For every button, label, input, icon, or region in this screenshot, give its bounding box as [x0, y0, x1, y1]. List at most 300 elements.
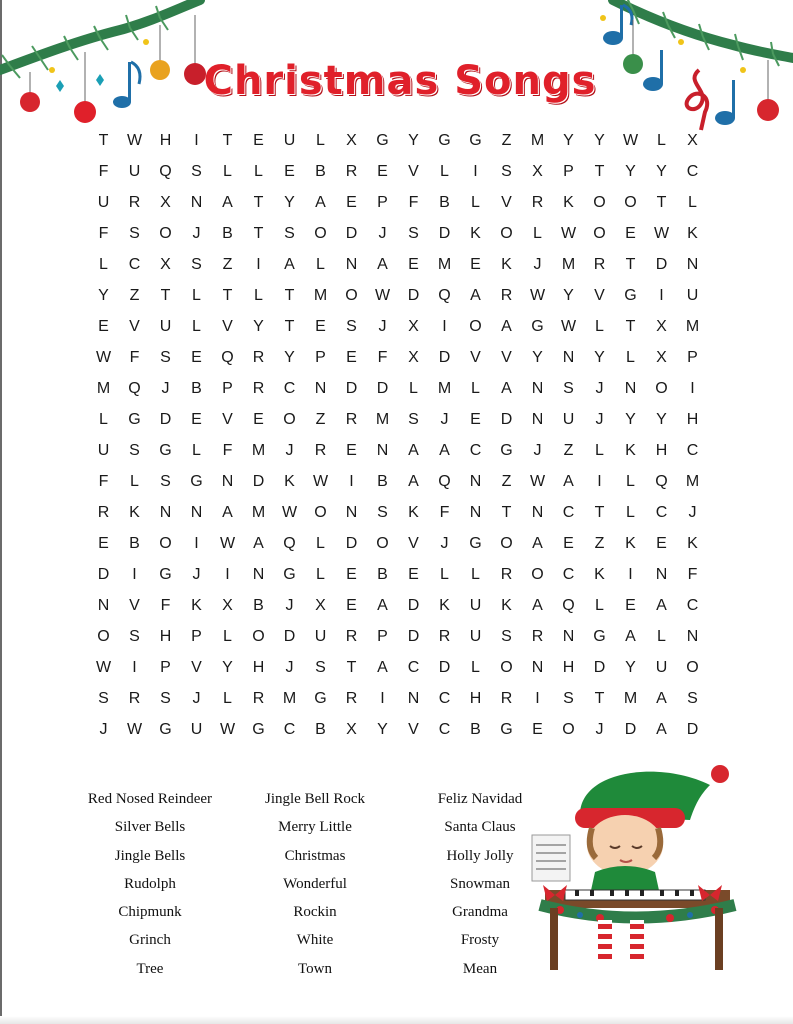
grid-letter[interactable]: B — [315, 163, 326, 180]
grid-letter[interactable]: Z — [222, 256, 233, 273]
grid-letter[interactable]: L — [192, 442, 201, 459]
grid-letter[interactable]: D — [438, 659, 451, 676]
grid-letter[interactable]: E — [470, 411, 481, 428]
grid-letter[interactable]: J — [378, 318, 387, 335]
grid-letter[interactable]: W — [560, 318, 577, 335]
grid-letter[interactable]: C — [686, 163, 699, 180]
grid-letter[interactable]: J — [595, 721, 604, 738]
grid-letter[interactable]: M — [561, 256, 576, 273]
grid-letter[interactable]: Z — [594, 535, 605, 552]
grid-letter[interactable]: C — [562, 504, 575, 521]
grid-letter[interactable]: W — [312, 473, 329, 490]
grid-letter[interactable]: G — [283, 566, 296, 583]
grid-letter[interactable]: N — [159, 504, 172, 521]
grid-letter[interactable]: Q — [438, 473, 451, 490]
grid-letter[interactable]: J — [285, 597, 294, 614]
grid-letter[interactable]: L — [316, 535, 325, 552]
grid-letter[interactable]: U — [190, 721, 203, 738]
grid-letter[interactable]: H — [469, 690, 482, 707]
grid-letter[interactable]: V — [129, 597, 140, 614]
grid-letter[interactable]: L — [316, 566, 325, 583]
grid-letter[interactable]: G — [128, 411, 141, 428]
grid-letter[interactable]: B — [377, 473, 388, 490]
grid-letter[interactable]: R — [252, 380, 265, 397]
grid-letter[interactable]: I — [380, 690, 385, 707]
grid-letter[interactable]: I — [659, 287, 664, 304]
grid-letter[interactable]: B — [439, 194, 450, 211]
grid-letter[interactable]: L — [471, 380, 480, 397]
grid-letter[interactable]: S — [408, 411, 419, 428]
grid-letter[interactable]: M — [251, 442, 266, 459]
grid-letter[interactable]: N — [221, 473, 234, 490]
grid-letter[interactable]: S — [315, 659, 326, 676]
grid-letter[interactable]: B — [253, 597, 264, 614]
grid-letter[interactable]: S — [98, 690, 109, 707]
grid-letter[interactable]: W — [126, 721, 143, 738]
grid-letter[interactable]: K — [501, 597, 512, 614]
grid-letter[interactable]: I — [442, 318, 447, 335]
grid-letter[interactable]: G — [469, 535, 482, 552]
grid-letter[interactable]: K — [625, 535, 636, 552]
grid-letter[interactable]: U — [97, 194, 110, 211]
grid-letter[interactable]: Q — [438, 287, 451, 304]
grid-letter[interactable]: N — [376, 442, 389, 459]
grid-letter[interactable]: X — [346, 721, 357, 738]
grid-letter[interactable]: N — [314, 380, 327, 397]
grid-letter[interactable]: E — [346, 442, 357, 459]
grid-letter[interactable]: N — [531, 659, 544, 676]
grid-letter[interactable]: Y — [563, 287, 574, 304]
grid-letter[interactable]: R — [252, 349, 265, 366]
grid-letter[interactable]: J — [533, 256, 542, 273]
grid-letter[interactable]: Z — [501, 132, 512, 149]
grid-letter[interactable]: U — [97, 442, 110, 459]
grid-letter[interactable]: L — [471, 566, 480, 583]
grid-letter[interactable]: H — [686, 411, 699, 428]
grid-letter[interactable]: O — [376, 535, 389, 552]
grid-letter[interactable]: S — [129, 442, 140, 459]
grid-letter[interactable]: G — [500, 442, 513, 459]
grid-letter[interactable]: A — [222, 504, 233, 521]
grid-letter[interactable]: V — [501, 349, 512, 366]
grid-letter[interactable]: P — [160, 659, 171, 676]
grid-letter[interactable]: F — [377, 349, 388, 366]
grid-letter[interactable]: M — [437, 256, 452, 273]
grid-letter[interactable]: I — [349, 473, 354, 490]
grid-letter[interactable]: U — [655, 659, 668, 676]
grid-letter[interactable]: K — [594, 566, 605, 583]
grid-letter[interactable]: I — [194, 132, 199, 149]
grid-letter[interactable]: G — [159, 442, 172, 459]
grid-letter[interactable]: Y — [625, 659, 636, 676]
grid-letter[interactable]: V — [222, 411, 233, 428]
grid-letter[interactable]: D — [97, 566, 110, 583]
grid-letter[interactable]: U — [283, 132, 296, 149]
grid-letter[interactable]: J — [440, 535, 449, 552]
grid-letter[interactable]: K — [563, 194, 574, 211]
grid-letter[interactable]: Q — [159, 163, 172, 180]
grid-letter[interactable]: H — [252, 659, 265, 676]
grid-letter[interactable]: V — [408, 535, 419, 552]
grid-letter[interactable]: M — [251, 504, 266, 521]
grid-letter[interactable]: X — [656, 318, 667, 335]
grid-letter[interactable]: G — [376, 132, 389, 149]
grid-letter[interactable]: V — [408, 721, 419, 738]
grid-letter[interactable]: U — [159, 318, 172, 335]
grid-letter[interactable]: X — [346, 132, 357, 149]
grid-letter[interactable]: S — [501, 163, 512, 180]
grid-letter[interactable]: H — [562, 659, 575, 676]
grid-letter[interactable]: D — [345, 225, 358, 242]
grid-letter[interactable]: E — [470, 256, 481, 273]
grid-letter[interactable]: Y — [98, 287, 109, 304]
grid-letter[interactable]: A — [284, 256, 295, 273]
grid-letter[interactable]: T — [625, 256, 636, 273]
grid-letter[interactable]: D — [438, 225, 451, 242]
grid-letter[interactable]: O — [593, 194, 606, 211]
grid-letter[interactable]: T — [284, 318, 295, 335]
grid-letter[interactable]: A — [656, 597, 667, 614]
grid-letter[interactable]: C — [469, 442, 482, 459]
grid-letter[interactable]: T — [284, 287, 295, 304]
grid-letter[interactable]: N — [407, 690, 420, 707]
grid-letter[interactable]: W — [95, 349, 112, 366]
grid-letter[interactable]: K — [501, 256, 512, 273]
grid-letter[interactable]: A — [501, 318, 512, 335]
grid-letter[interactable]: O — [500, 225, 513, 242]
grid-letter[interactable]: B — [129, 535, 140, 552]
grid-letter[interactable]: Y — [532, 349, 543, 366]
grid-letter[interactable]: S — [408, 225, 419, 242]
grid-letter[interactable]: R — [500, 690, 513, 707]
grid-letter[interactable]: E — [253, 132, 264, 149]
grid-letter[interactable]: L — [130, 473, 139, 490]
grid-letter[interactable]: G — [314, 690, 327, 707]
grid-letter[interactable]: O — [531, 566, 544, 583]
grid-letter[interactable]: N — [686, 256, 699, 273]
grid-letter[interactable]: F — [408, 194, 419, 211]
grid-letter[interactable]: R — [531, 628, 544, 645]
grid-letter[interactable]: O — [655, 380, 668, 397]
grid-letter[interactable]: U — [469, 628, 482, 645]
grid-letter[interactable]: E — [408, 566, 419, 583]
grid-letter[interactable]: D — [624, 721, 637, 738]
grid-letter[interactable]: L — [688, 194, 697, 211]
grid-letter[interactable]: T — [594, 690, 605, 707]
grid-letter[interactable]: V — [501, 194, 512, 211]
grid-letter[interactable]: N — [190, 504, 203, 521]
grid-letter[interactable]: D — [438, 349, 451, 366]
grid-letter[interactable]: L — [533, 225, 542, 242]
grid-letter[interactable]: V — [408, 163, 419, 180]
grid-letter[interactable]: S — [129, 628, 140, 645]
grid-letter[interactable]: O — [500, 535, 513, 552]
grid-letter[interactable]: L — [471, 659, 480, 676]
grid-letter[interactable]: A — [532, 597, 543, 614]
grid-letter[interactable]: C — [438, 690, 451, 707]
grid-letter[interactable]: M — [375, 411, 390, 428]
grid-letter[interactable]: M — [282, 690, 297, 707]
grid-letter[interactable]: S — [191, 256, 202, 273]
grid-letter[interactable]: B — [222, 225, 233, 242]
grid-letter[interactable]: P — [222, 380, 233, 397]
grid-letter[interactable]: G — [469, 132, 482, 149]
grid-letter[interactable]: H — [159, 628, 172, 645]
grid-letter[interactable]: F — [439, 504, 450, 521]
grid-letter[interactable]: A — [625, 628, 636, 645]
grid-letter[interactable]: G — [531, 318, 544, 335]
grid-letter[interactable]: R — [345, 411, 358, 428]
grid-letter[interactable]: U — [469, 597, 482, 614]
grid-letter[interactable]: B — [315, 721, 326, 738]
grid-letter[interactable]: E — [191, 411, 202, 428]
grid-letter[interactable]: J — [99, 721, 108, 738]
grid-letter[interactable]: X — [408, 349, 419, 366]
grid-letter[interactable]: J — [533, 442, 542, 459]
grid-letter[interactable]: L — [471, 194, 480, 211]
grid-letter[interactable]: S — [346, 318, 357, 335]
grid-letter[interactable]: O — [252, 628, 265, 645]
grid-letter[interactable]: J — [378, 225, 387, 242]
grid-letter[interactable]: K — [284, 473, 295, 490]
grid-letter[interactable]: T — [253, 225, 264, 242]
grid-letter[interactable]: W — [529, 287, 546, 304]
grid-letter[interactable]: Y — [625, 163, 636, 180]
grid-letter[interactable]: U — [314, 628, 327, 645]
grid-letter[interactable]: R — [345, 628, 358, 645]
grid-letter[interactable]: M — [685, 473, 700, 490]
grid-letter[interactable]: Y — [594, 132, 605, 149]
grid-letter[interactable]: C — [686, 597, 699, 614]
grid-letter[interactable]: M — [313, 287, 328, 304]
grid-letter[interactable]: W — [622, 132, 639, 149]
grid-letter[interactable]: K — [191, 597, 202, 614]
grid-letter[interactable]: E — [191, 349, 202, 366]
grid-letter[interactable]: M — [96, 380, 111, 397]
grid-letter[interactable]: O — [686, 659, 699, 676]
grid-letter[interactable]: J — [595, 411, 604, 428]
grid-letter[interactable]: E — [346, 566, 357, 583]
grid-letter[interactable]: R — [128, 194, 141, 211]
grid-letter[interactable]: V — [594, 287, 605, 304]
grid-letter[interactable]: A — [377, 659, 388, 676]
grid-letter[interactable]: L — [595, 442, 604, 459]
grid-letter[interactable]: R — [531, 194, 544, 211]
grid-letter[interactable]: J — [688, 504, 697, 521]
grid-letter[interactable]: W — [560, 225, 577, 242]
grid-letter[interactable]: T — [656, 194, 667, 211]
grid-letter[interactable]: Q — [221, 349, 234, 366]
grid-letter[interactable]: L — [626, 504, 635, 521]
grid-letter[interactable]: L — [223, 628, 232, 645]
grid-letter[interactable]: N — [531, 504, 544, 521]
grid-letter[interactable]: I — [690, 380, 695, 397]
grid-letter[interactable]: E — [98, 318, 109, 335]
grid-letter[interactable]: W — [95, 659, 112, 676]
grid-letter[interactable]: L — [440, 566, 449, 583]
grid-letter[interactable]: L — [223, 163, 232, 180]
grid-letter[interactable]: V — [222, 318, 233, 335]
grid-letter[interactable]: G — [159, 566, 172, 583]
grid-letter[interactable]: X — [315, 597, 326, 614]
grid-letter[interactable]: D — [345, 535, 358, 552]
grid-letter[interactable]: A — [377, 597, 388, 614]
grid-letter[interactable]: L — [254, 287, 263, 304]
grid-letter[interactable]: K — [439, 597, 450, 614]
grid-letter[interactable]: W — [219, 535, 236, 552]
grid-letter[interactable]: Z — [501, 473, 512, 490]
grid-letter[interactable]: L — [316, 256, 325, 273]
grid-letter[interactable]: E — [625, 597, 636, 614]
grid-letter[interactable]: O — [593, 225, 606, 242]
grid-letter[interactable]: G — [159, 721, 172, 738]
grid-letter[interactable]: F — [129, 349, 140, 366]
grid-letter[interactable]: D — [345, 380, 358, 397]
grid-letter[interactable]: L — [192, 318, 201, 335]
grid-letter[interactable]: K — [129, 504, 140, 521]
grid-letter[interactable]: S — [687, 690, 698, 707]
grid-letter[interactable]: X — [656, 349, 667, 366]
grid-letter[interactable]: E — [563, 535, 574, 552]
grid-letter[interactable]: L — [626, 473, 635, 490]
grid-letter[interactable]: I — [194, 535, 199, 552]
grid-letter[interactable]: A — [656, 690, 667, 707]
grid-letter[interactable]: E — [656, 535, 667, 552]
grid-letter[interactable]: A — [532, 535, 543, 552]
grid-letter[interactable]: E — [315, 318, 326, 335]
grid-letter[interactable]: A — [253, 535, 264, 552]
grid-letter[interactable]: J — [285, 442, 294, 459]
grid-letter[interactable]: D — [593, 659, 606, 676]
grid-letter[interactable]: L — [254, 163, 263, 180]
grid-letter[interactable]: R — [593, 256, 606, 273]
grid-letter[interactable]: T — [160, 287, 171, 304]
grid-letter[interactable]: T — [222, 132, 233, 149]
grid-letter[interactable]: O — [159, 225, 172, 242]
grid-letter[interactable]: N — [531, 411, 544, 428]
grid-letter[interactable]: B — [377, 566, 388, 583]
grid-letter[interactable]: R — [128, 690, 141, 707]
grid-letter[interactable]: B — [191, 380, 202, 397]
grid-letter[interactable]: E — [284, 163, 295, 180]
grid-letter[interactable]: J — [440, 411, 449, 428]
grid-letter[interactable]: O — [469, 318, 482, 335]
grid-letter[interactable]: N — [469, 473, 482, 490]
grid-letter[interactable]: Y — [656, 163, 667, 180]
grid-letter[interactable]: U — [562, 411, 575, 428]
grid-letter[interactable]: P — [563, 163, 574, 180]
grid-letter[interactable]: D — [252, 473, 265, 490]
grid-letter[interactable]: O — [314, 225, 327, 242]
grid-letter[interactable]: S — [160, 349, 171, 366]
grid-letter[interactable]: I — [535, 690, 540, 707]
grid-letter[interactable]: C — [562, 566, 575, 583]
grid-letter[interactable]: D — [407, 597, 420, 614]
grid-letter[interactable]: N — [562, 628, 575, 645]
grid-letter[interactable]: Y — [563, 132, 574, 149]
grid-letter[interactable]: Y — [625, 411, 636, 428]
grid-letter[interactable]: W — [374, 287, 391, 304]
grid-letter[interactable]: N — [345, 256, 358, 273]
grid-letter[interactable]: N — [686, 628, 699, 645]
grid-letter[interactable]: V — [129, 318, 140, 335]
grid-letter[interactable]: H — [655, 442, 668, 459]
grid-letter[interactable]: R — [314, 442, 327, 459]
grid-letter[interactable]: I — [132, 566, 137, 583]
grid-letter[interactable]: N — [190, 194, 203, 211]
grid-letter[interactable]: K — [687, 535, 698, 552]
grid-letter[interactable]: X — [222, 597, 233, 614]
grid-letter[interactable]: O — [314, 504, 327, 521]
grid-letter[interactable]: R — [345, 690, 358, 707]
grid-letter[interactable]: Y — [222, 659, 233, 676]
grid-letter[interactable]: D — [500, 411, 513, 428]
grid-letter[interactable]: E — [532, 721, 543, 738]
grid-letter[interactable]: K — [625, 442, 636, 459]
grid-letter[interactable]: D — [686, 721, 699, 738]
grid-letter[interactable]: M — [623, 690, 638, 707]
grid-letter[interactable]: M — [530, 132, 545, 149]
grid-letter[interactable]: F — [98, 225, 109, 242]
grid-letter[interactable]: O — [345, 287, 358, 304]
grid-letter[interactable]: W — [529, 473, 546, 490]
grid-letter[interactable]: L — [192, 287, 201, 304]
grid-letter[interactable]: Y — [656, 411, 667, 428]
grid-letter[interactable]: P — [191, 628, 202, 645]
grid-letter[interactable]: Y — [284, 194, 295, 211]
grid-letter[interactable]: C — [283, 380, 296, 397]
grid-letter[interactable]: J — [285, 659, 294, 676]
grid-letter[interactable]: Z — [563, 442, 574, 459]
grid-letter[interactable]: Q — [562, 597, 575, 614]
grid-letter[interactable]: A — [315, 194, 326, 211]
grid-letter[interactable]: T — [501, 504, 512, 521]
grid-letter[interactable]: F — [160, 597, 171, 614]
grid-letter[interactable]: D — [376, 380, 389, 397]
grid-letter[interactable]: O — [283, 411, 296, 428]
grid-letter[interactable]: S — [160, 690, 171, 707]
grid-letter[interactable]: C — [438, 721, 451, 738]
grid-letter[interactable]: O — [624, 194, 637, 211]
grid-letter[interactable]: F — [98, 473, 109, 490]
grid-letter[interactable]: V — [470, 349, 481, 366]
grid-letter[interactable]: T — [222, 287, 233, 304]
grid-letter[interactable]: K — [408, 504, 419, 521]
grid-letter[interactable]: A — [501, 380, 512, 397]
grid-letter[interactable]: A — [408, 442, 419, 459]
grid-letter[interactable]: P — [315, 349, 326, 366]
grid-letter[interactable]: N — [624, 380, 637, 397]
grid-letter[interactable]: P — [687, 349, 698, 366]
grid-letter[interactable]: Y — [253, 318, 264, 335]
grid-letter[interactable]: R — [438, 628, 451, 645]
grid-letter[interactable]: N — [97, 597, 110, 614]
grid-letter[interactable]: A — [408, 473, 419, 490]
grid-letter[interactable]: H — [159, 132, 172, 149]
grid-letter[interactable]: N — [345, 504, 358, 521]
grid-letter[interactable]: E — [346, 349, 357, 366]
grid-letter[interactable]: W — [126, 132, 143, 149]
grid-letter[interactable]: J — [192, 690, 201, 707]
grid-letter[interactable]: L — [409, 380, 418, 397]
grid-letter[interactable]: J — [192, 566, 201, 583]
grid-letter[interactable]: R — [97, 504, 110, 521]
grid-letter[interactable]: L — [440, 163, 449, 180]
grid-letter[interactable]: E — [346, 597, 357, 614]
grid-letter[interactable]: R — [500, 566, 513, 583]
grid-letter[interactable]: I — [628, 566, 633, 583]
grid-letter[interactable]: S — [377, 504, 388, 521]
